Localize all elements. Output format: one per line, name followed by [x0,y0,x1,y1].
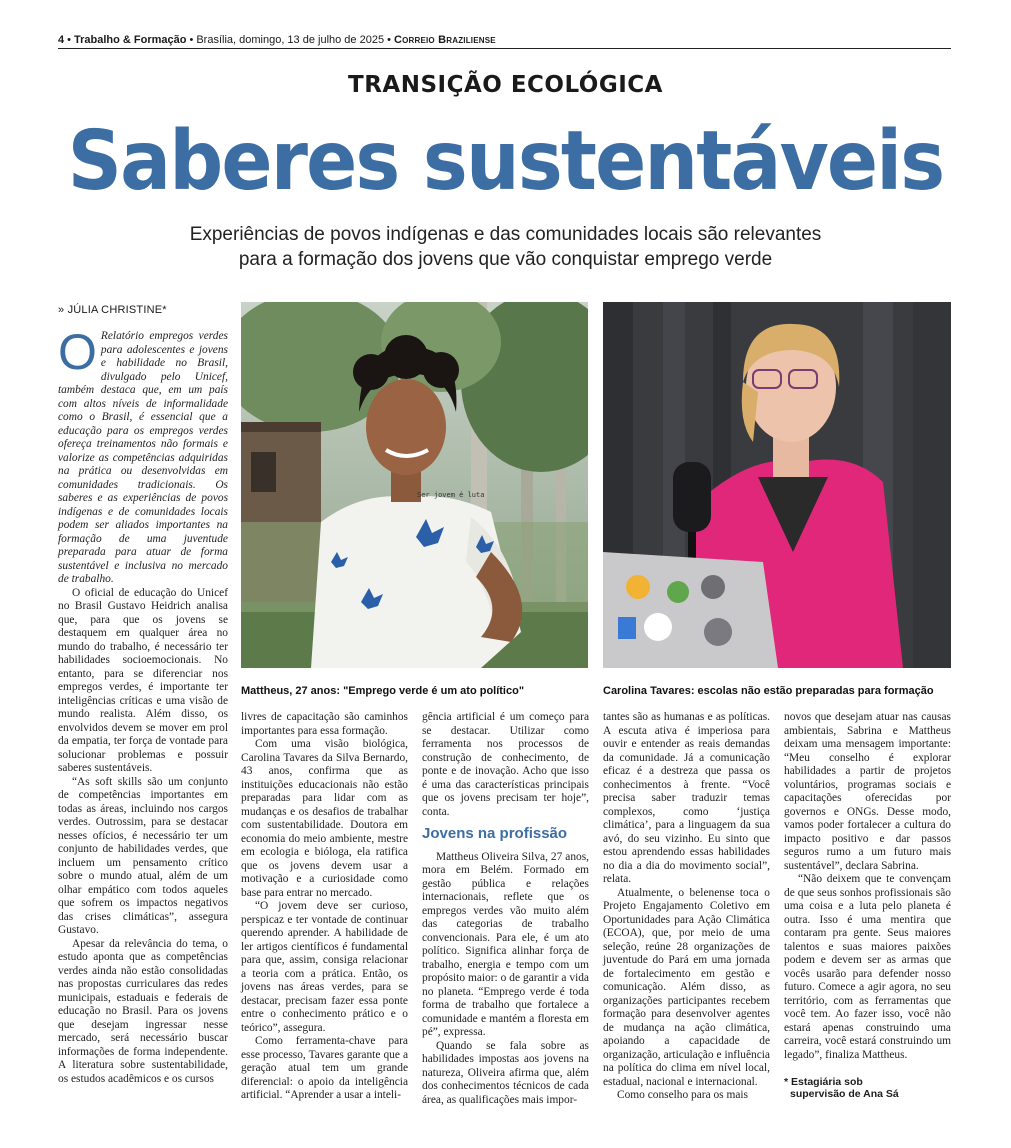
headline: Saberes sustentáveis [67,114,944,209]
text-column-3 [422,711,589,1107]
paragraph: novos que desejam atuar nas causas ambientais, Sabrina e Mattheus deixam uma mensagem importante: “Meu conselho é explorar habilidades a partir de projetos voluntários, programas sociais e capacitações oferecidas por governos e ONGs. Desse modo, vamos poder fortalecer a cultura do impacto positivo e dar passos seguros rumo a um futuro mais sustentável”, declara Sabrina. [784,711,951,872]
paragraph: Mattheus Oliveira Silva, 27 anos, mora em Belém. Formado em gestão pública e relações internacionais, reflete que os empregos verdes vão muito além das categorias de trabalho convencionais. Para ele, é um ato político. Significa alinhar força de trabalho, energia e tempo com um propósito maior: o de garantir a vida no planeta. “Emprego verde é toda forma de trabalho que fortalece a comunidade e mantém a floresta em pé”, expressa. [422,850,589,1038]
shirt-text: Ser jovem é luta [417,491,485,499]
text-column-2 [241,711,408,1103]
photo-mattheus [241,302,588,668]
paragraph: “O jovem deve ser curioso, perspicaz e ter vontade de continuar querendo aprender. A habilidade de ler artigos científicos é fundamental para que, assim, consiga relacionar a teoria com a prática. Então, os jovens nas áreas verdes, para se destacar, precisam fazer essa ponte entre o conhecimento prático e o teórico”, assegura. [241,900,408,1034]
paragraph: O oficial de educação do Unicef no Brasil Gustavo Heidrich analisa que, para que os jovens se destaquem em qualquer área no mundo do trabalho, é necessário ter habilidades socioemocionais. No entanto, para se diferenciar nos empregos verdes, é importante ter inteligências críticas e uma visão de mundo realista. Além disso, os envolvidos devem se mover em prol da empatia, ter força de vontade para solucionar problemas e possuir saberes sustentáveis. [58,586,228,774]
paragraph: Atualmente, o belenense toca o Projeto Engajamento Coletivo em Oportunidades para Ação Climática (ECOA), que, por meio de uma seleção, reúne 28 organizações de juventude do Pará em uma jornada de fortalecimento em gestão e comunicação. Além disso, as organizações participantes recebem formação para desenvolver agentes de mudança na ação climática, apoiando a capacidade de organização, articulação e influência na política do clima em nível local, estadual, nacional e internacional. [603,886,770,1088]
paragraph: “Não deixem que te convençam de que seus sonhos profissionais são uma coisa e a luta pelo planeta é outra. Isso é uma mentira que contaram pra gente. Seus maiores talentos e suas maiores paixões podem e devem ser as armas que vocês usarão para defender nosso futuro. Comece a agir agora, no seu território, com as ferramentas que você tem. Ao fazer isso, você não estará apenas construindo uma carreira, você estará construindo um legado”, finaliza Mattheus. [784,873,951,1061]
footnote-line-2: supervisão de Ana Sá [790,1088,899,1100]
footnote [784,1076,951,1100]
text-column-1 [58,324,228,1130]
photo-mattheus-image [241,302,588,668]
section-name: Trabalho & Formação [73,34,187,46]
footnote-line-1: * Estagiária sob [784,1076,863,1088]
paragraph: Como ferramenta-chave para esse processo, Tavares garante que a geração atual tem um grande diferencial: o apoio da inteligência artificial. “Aprender a usar a inteli- [241,1035,408,1101]
paragraph: “As soft skills são um conjunto de competências importantes em todas as áreas, incluindo nos cargos verdes. Outrossim, para se destacar nesses ofícios, é necessário ter um conjunto de habilidades verdes, que incluem um pensamento crítico sobre o mundo atual, além de um olhar empático com todos aqueles que sofrem os impactos negativos das crises climáticas”, assegura Gustavo. [58,775,228,936]
dropcap: O [58,324,97,380]
paragraph: Quando se fala sobre as habilidades impostas aos jovens na natureza, Oliveira afirma que, além dos conhecimentos técnicos de cada área, as qualificações mais impor- [422,1039,589,1106]
deck-line-2: para a formação dos jovens que vão conquistar emprego verde [238,249,773,270]
deck [0,222,1011,272]
paragraph: gência artificial é um começo para se destacar. Utilizar como ferramenta nos processos de construção de conhecimento, de ponte e de inovação. Acho que isso é uma das características principais que os jovens precisam ter hoje”, conta. [422,711,589,818]
deck-line-1: Experiências de povos indígenas e das comunidades locais são relevantes [189,224,822,245]
paragraph: livres de capacitação são caminhos importantes para essa formação. [241,711,408,737]
paragraph: tantes são as humanas e as políticas. A escuta ativa é imperiosa para ouvir e entender as reais demandas da comunidade. Já a comunicação eficaz é a destreza que passa os conhecimentos à frente. “Você precisa saber traduzir temas complexos, como ‘justiça climática’, para a linguagem da sua avó, do seu vizinho. Eu sinto que estou aprendendo essas habilidades no dia a dia do movimento social”, relata. [603,711,770,885]
text-column-4 [603,711,770,1103]
lead-text: Relatório empregos verdes para adolescentes e jovens e habilidade no Brasil, divulgado pelo Unicef, também destaca que, em um país com altos níveis de informalidade como o Brasil, é essencial que a educação para os empregos verdes ofereça treinamentos não formais e valorize as competências adquiridas na prática ou desenvolvidas em comunidades tradicionais. Os saberes e as experiências de povos indígenas e de comunidades locais podem ser aliados importantes na formação de uma juventude preparada para atuar de forma sustentável e inclusiva no mercado de trabalho. [58,330,228,585]
photo-mattheus-caption: Mattheus, 27 anos: "Emprego verde é um ato político" [241,685,525,697]
header-rule [58,48,951,49]
photo-carolina-caption: Carolina Tavares: escolas não estão preparadas para formação [603,685,934,697]
folio-line: 4 • Trabalho & Formação • Brasília, domingo, 13 de julho de 2025 • Correio Braziliense [58,34,496,46]
paragraph: Apesar da relevância do tema, o estudo aponta que as competências verdes ainda não estão consolidadas nas propostas curriculares das redes municipais, estaduais e federais de educação no Brasil. Para os jovens que desejam ingressar nesse mercado, será necessário buscar informações de forma independente. A literatura sobre sustentabilidade, os estudos acadêmicos e os cursos [58,937,228,1085]
byline: » JÚLIA CHRISTINE* [58,304,167,316]
text-column-5 [784,711,951,1100]
paragraph [58,324,228,587]
photo-carolina [603,302,951,668]
newspaper-name: Correio Braziliense [393,34,496,46]
page-number: 4 [58,34,65,46]
photo-carolina-image [603,302,951,668]
paragraph: Como conselho para os mais [617,1089,748,1101]
dateline: Brasília, domingo, 13 de julho de 2025 [196,34,385,46]
paragraph: Com uma visão biológica, Carolina Tavares da Silva Bernardo, 43 anos, confirma que as instituições educacionais não estão preparadas para lidar com as mudanças e os desafios de trabalhar com sustentabilidade. Doutora em economia do meio ambiente, mestre em ecologia e bióloga, ela ratifica que os jovens devem usar a motivação e a curiosidade como base para entrar no mercado. [241,738,408,899]
subhead: Jovens na profissão [422,825,568,842]
kicker: TRANSIÇÃO ECOLÓGICA [348,72,663,98]
